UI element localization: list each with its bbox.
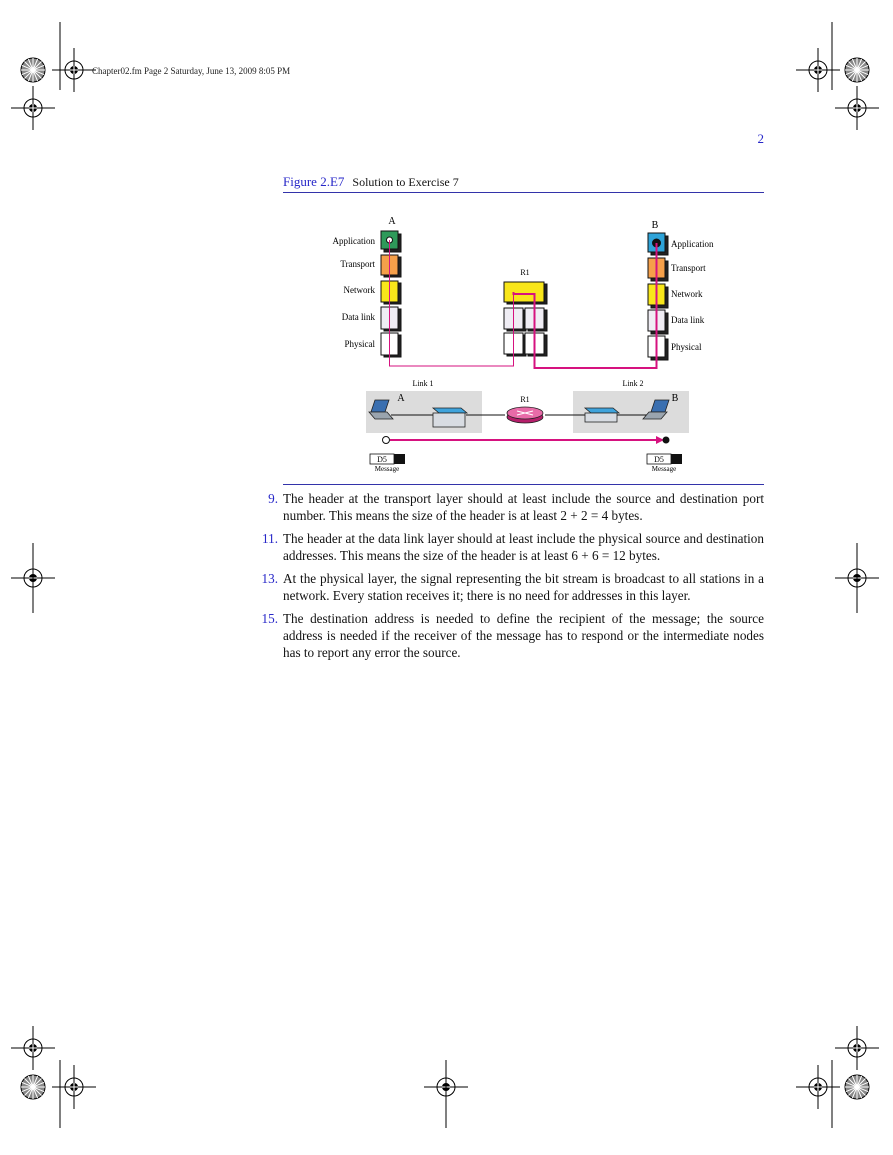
answer-text: The destination address is needed to define the recipient of the message; the source address is needed if the receiver of the message has to respond or the intermediate nodes has to report any error the source. <box>283 611 764 660</box>
host-b-label: B <box>651 220 659 231</box>
router-label: R1 <box>520 268 530 277</box>
layer-label-physical-b: Physical <box>671 342 702 352</box>
packet-left-label: D5 <box>377 455 387 464</box>
answer-text: The header at the transport layer should at least include the source and destination port number. This means the size of the header is at least 2 + 2 = 4 bytes. <box>283 491 764 523</box>
caption-rule <box>283 192 764 193</box>
message-right-label: Message <box>651 465 677 473</box>
switch-b-icon <box>585 408 619 422</box>
packet-right-label: D5 <box>654 455 664 464</box>
switch-a-icon <box>433 408 467 427</box>
message-left-label: Message <box>374 465 400 473</box>
layer-label-datalink-b: Data link <box>671 315 705 325</box>
page-header: Chapter02.fm Page 2 Saturday, June 13, 2009 8:05 PM <box>92 66 291 76</box>
layer-label-network-a: Network <box>343 285 375 295</box>
path-link1 <box>390 240 514 366</box>
figure-caption-text: Solution to Exercise 7 <box>352 175 459 189</box>
host-b-stack <box>648 233 668 360</box>
packet-left <box>370 454 405 464</box>
figure-bottom-rule <box>283 484 764 485</box>
layer-label-datalink-a: Data link <box>341 312 375 322</box>
figure-caption <box>283 174 459 190</box>
answer-number: 11. <box>262 531 278 546</box>
answers-list <box>256 490 764 667</box>
answer-number: 13. <box>261 571 278 586</box>
answer-number: 9. <box>268 491 278 506</box>
layer-label-network-b: Network <box>671 289 703 299</box>
network-layers-diagram <box>283 200 764 482</box>
layer-label-application-b: Application <box>671 239 714 249</box>
answer-item <box>256 490 764 524</box>
net-r-label: R1 <box>520 395 530 404</box>
layer-label-application-a: Application <box>332 236 375 246</box>
layer-label-physical-a: Physical <box>344 339 375 349</box>
layer-label-transport-b: Transport <box>671 263 706 273</box>
dest-point <box>663 437 670 444</box>
packet-right <box>647 454 682 464</box>
answer-text: At the physical layer, the signal representing the bit stream is broadcast to all stations in a network. Every station receives it; there is no need for addresses in this layer. <box>283 571 764 603</box>
answer-number: 15. <box>261 611 278 626</box>
host-a-stack <box>381 231 401 357</box>
figure-number: Figure 2.E7 <box>283 174 345 189</box>
router-icon <box>507 407 543 423</box>
path-link2 <box>514 243 657 368</box>
answer-item <box>256 610 764 661</box>
host-a-label: A <box>388 216 396 227</box>
net-b-label: B <box>671 393 679 404</box>
answer-item <box>256 570 764 604</box>
link2-label: Link 2 <box>622 379 644 388</box>
layer-label-transport-a: Transport <box>340 259 375 269</box>
net-a-label: A <box>397 393 405 404</box>
source-point <box>383 437 390 444</box>
answer-item <box>256 530 764 564</box>
link1-label: Link 1 <box>412 379 434 388</box>
answer-text: The header at the data link layer should at least include the physical source and destination addresses. This means the size of the header is at least 6 + 6 = 12 bytes. <box>283 531 764 563</box>
page-number: 2 <box>757 131 764 146</box>
